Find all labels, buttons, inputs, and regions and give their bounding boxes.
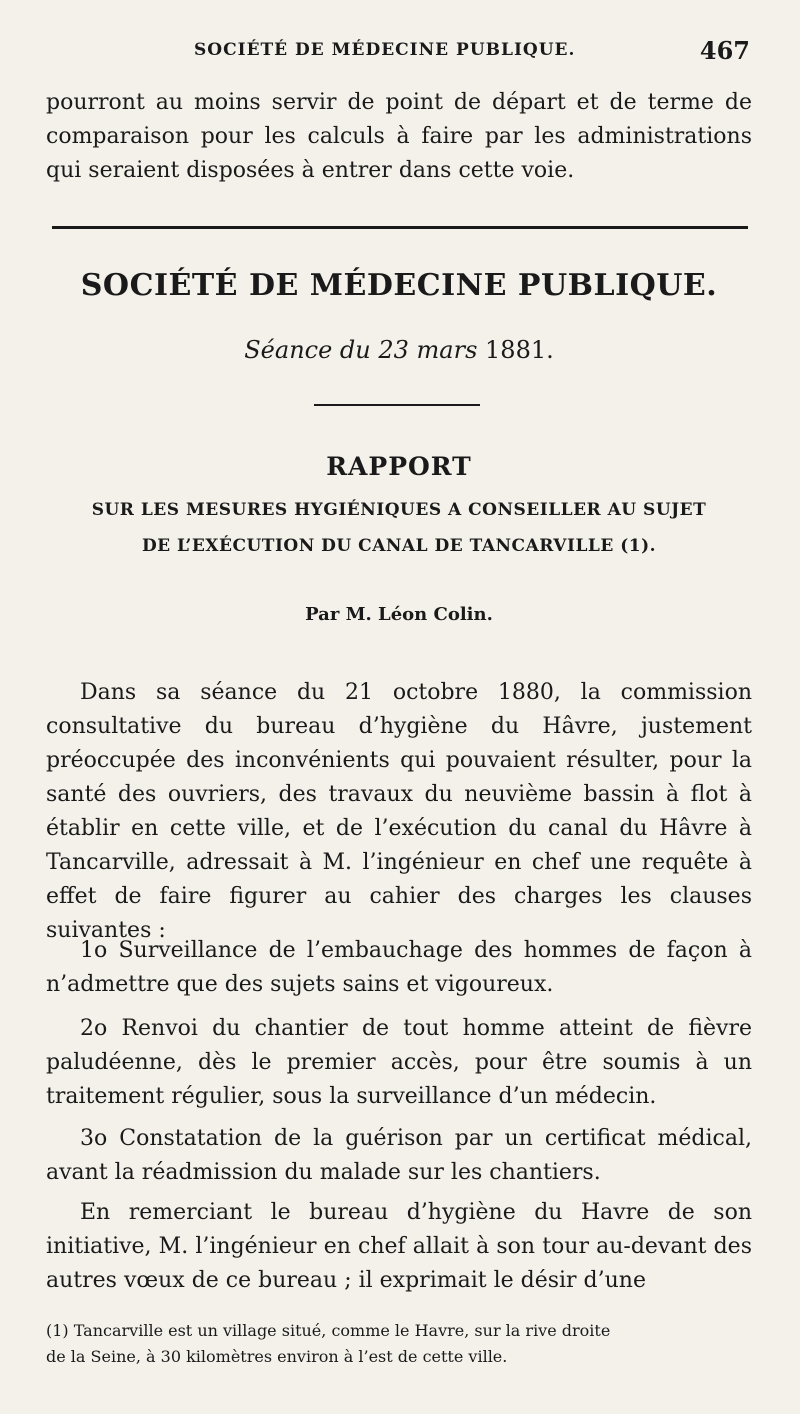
report-subtitle-line1: SUR LES MESURES HYGIÉNIQUES A CONSEILLER AU SUJET (91, 500, 707, 520)
body-paragraph-2: En remerciant le bureau d’hygiène du Havre de son initiative, M. l’ingénieur en chef allait à son tour au-devant des autres vœux de ce bureau ; il exprimait le désir d’une (46, 1200, 752, 1293)
footnote (46, 1318, 752, 1370)
body-paragraph-1: Dans sa séance du 21 octobre 1880, la commission consultative du bureau d’hygiène du Hâvre, justement préoccupée des inconvénients qui pouvaient résulter, pour la santé des ouvriers, des travaux du neuvième bassin à flot à établir en cette ville, et de l’exécution du canal du Hâvre à Tancarville, adressait à M. l’ingénieur en chef une requête à effet de faire figurer au cahier des charges les clauses suivantes : (46, 680, 752, 943)
session-year: 1881. (485, 336, 554, 364)
report-subtitle-line2: DE L’EXÉCUTION DU CANAL DE TANCARVILLE (1). (141, 536, 657, 556)
session-label: Séance du 23 mars (244, 336, 478, 364)
intro-paragraph: pourront au moins servir de point de départ et de terme de comparaison pour les calculs à faire par les administrations qui seraient disposées à entrer dans cette voie. (46, 90, 752, 183)
section-title: SOCIÉTÉ DE MÉDECINE PUBLIQUE. (80, 268, 718, 303)
short-divider (314, 404, 480, 406)
section-divider (52, 226, 748, 229)
page-header (46, 36, 752, 72)
list-item-2: 2o Renvoi du chantier de tout homme atteint de fièvre paludéenne, dès le premier accès, pour être soumis à un traitement régulier, sous la surveillance d’un médecin. (46, 1016, 752, 1109)
footnote-line2: de la Seine, à 30 kilomètres environ à l’est de cette ville. (46, 1347, 508, 1366)
document-page (46, 0, 752, 1414)
session-date (46, 336, 752, 364)
report-title: RAPPORT (326, 452, 472, 481)
footnote-line1: (1) Tancarville est un village situé, comme le Havre, sur la rive droite (46, 1321, 611, 1340)
running-title: SOCIÉTÉ DE MÉDECINE PUBLIQUE. (194, 40, 576, 60)
report-author: Par M. Léon Colin. (305, 604, 493, 625)
list-item-3: 3o Constatation de la guérison par un certificat médical, avant la réadmission du malade sur les chantiers. (46, 1126, 752, 1185)
page-number: 467 (699, 36, 750, 65)
list-item-1: 1o Surveillance de l’embauchage des hommes de façon à n’admettre que des sujets sains et vigoureux. (46, 938, 752, 997)
